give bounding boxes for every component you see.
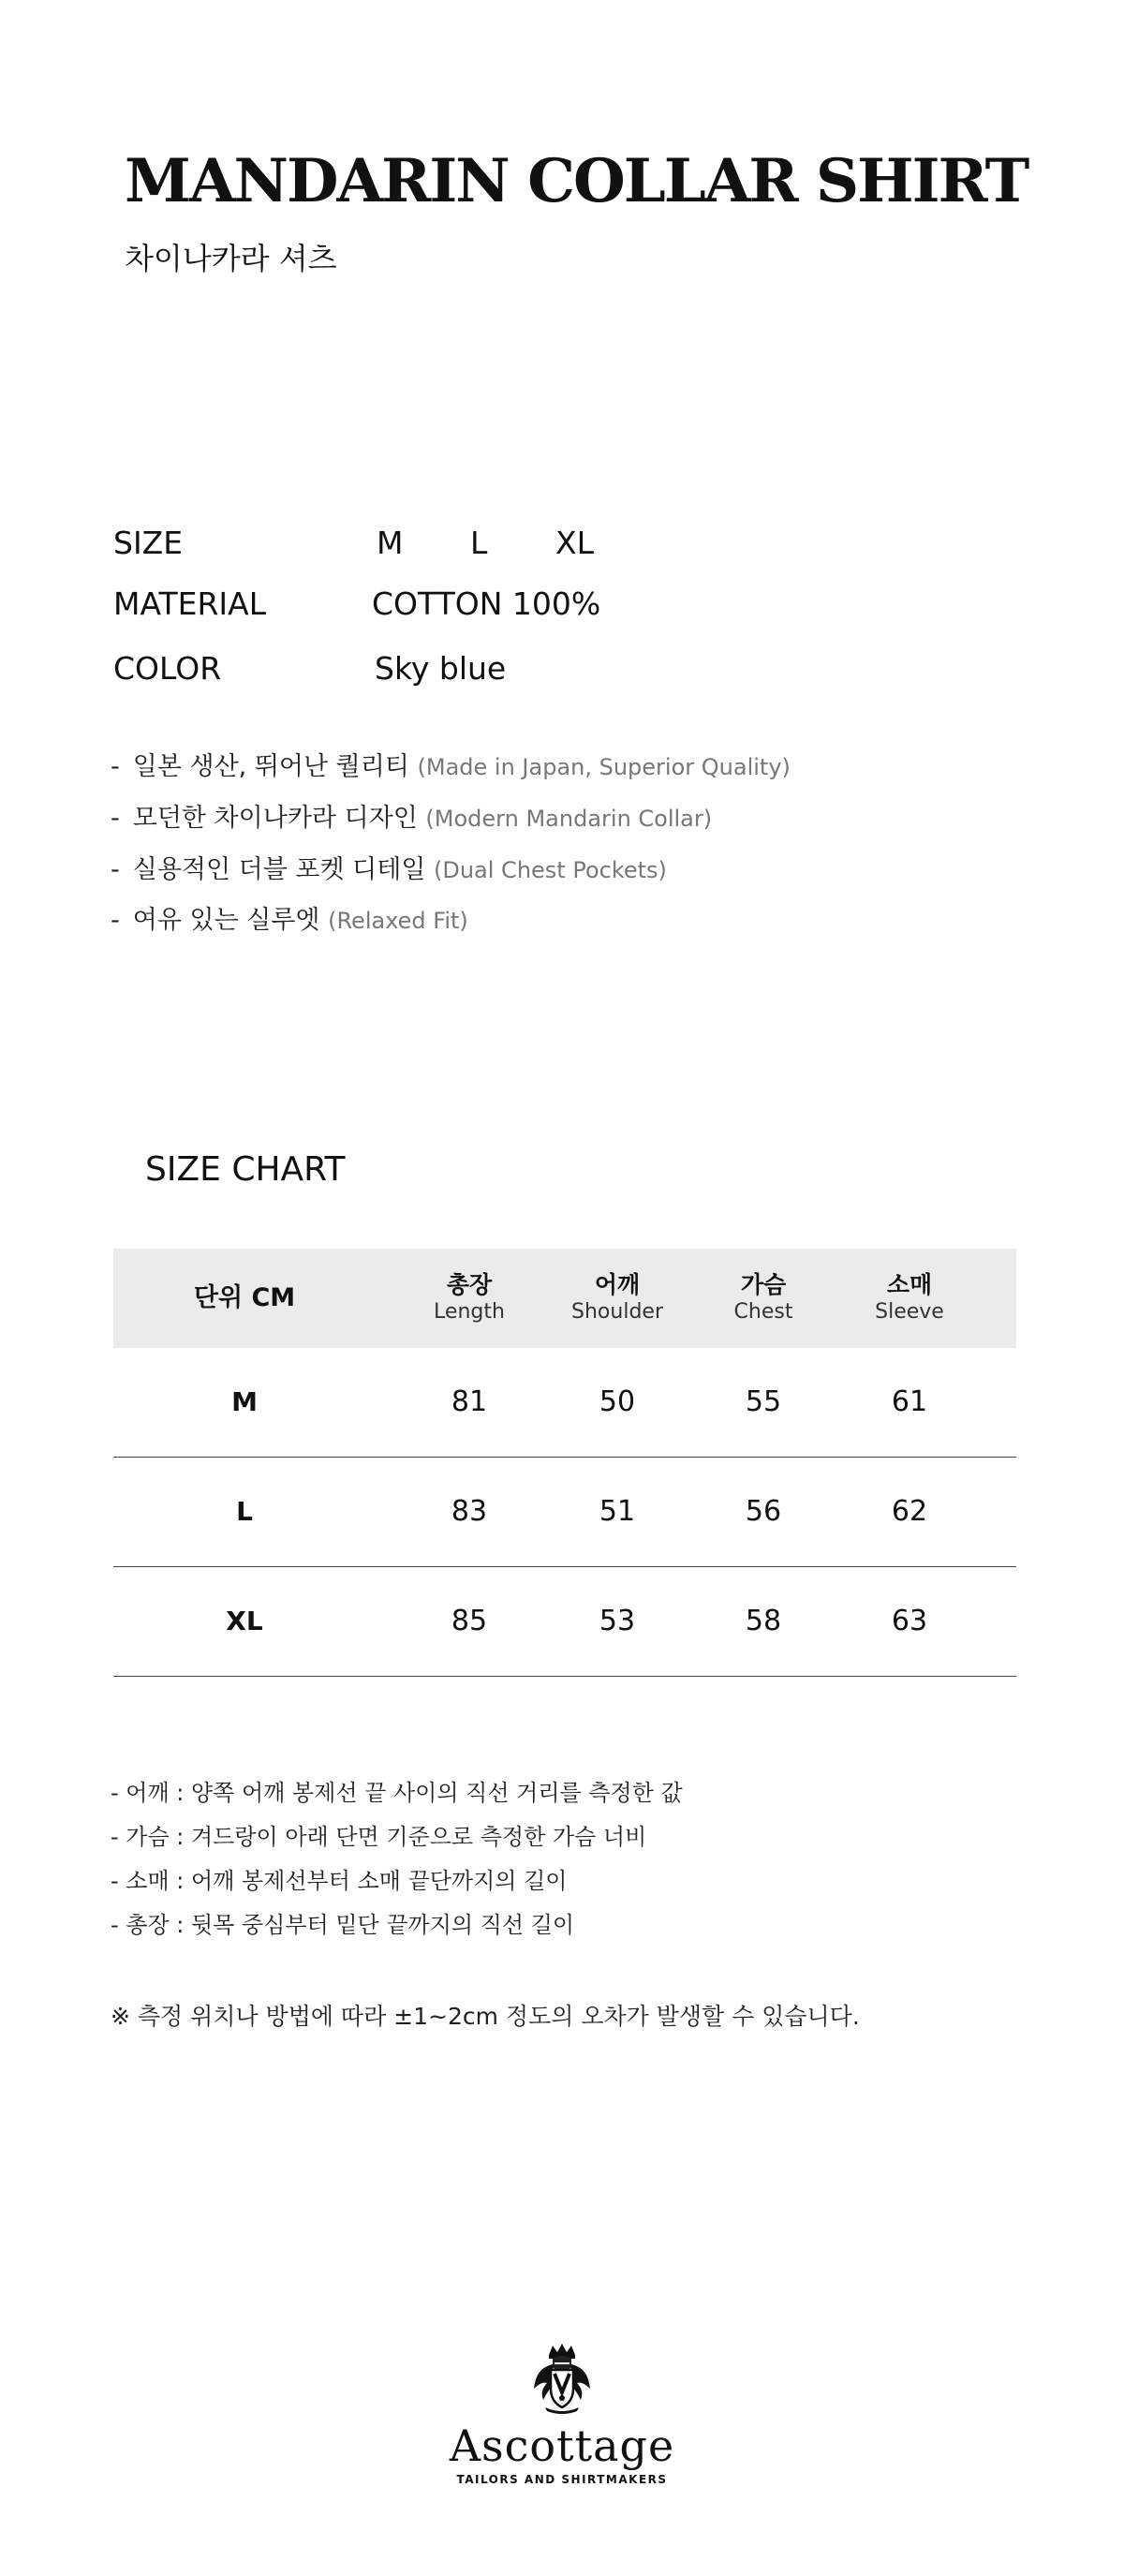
feature-ko: 실용적인 더블 포켓 디테일: [132, 855, 426, 884]
product-title: MANDARIN COLLAR SHIRT: [125, 146, 1028, 216]
row-sleeve: 61: [891, 1385, 928, 1418]
feature-ko: 여유 있는 실루엣: [132, 906, 320, 935]
table-row: [113, 1567, 1016, 1677]
measure-note: - 총장 : 뒷목 중심부터 밑단 끝까지의 직선 길이: [111, 1912, 575, 1938]
spec-size-xl: XL: [555, 525, 594, 561]
brand-tagline: TAILORS AND SHIRTMAKERS: [456, 2473, 668, 2486]
feature-en: (Dual Chest Pockets): [434, 857, 667, 883]
row-length: 85: [451, 1605, 488, 1637]
measure-note: - 어깨 : 양쪽 어깨 봉제선 끝 사이의 직선 거리를 측정한 값: [111, 1780, 683, 1806]
table-row: [113, 1458, 1016, 1567]
product-subtitle: 차이나카라 셔츠: [125, 241, 337, 276]
spec-color-label: COLOR: [113, 650, 222, 687]
measure-note: - 소매 : 어깨 봉제선부터 소매 끝단까지의 길이: [111, 1868, 568, 1894]
measurement-warning: ※ 측정 위치나 방법에 따라 ±1~2cm 정도의 오차가 발생할 수 있습니다.: [111, 2003, 860, 2030]
row-shoulder: 50: [599, 1385, 636, 1418]
brand-logo: [412, 2342, 712, 2488]
feature-en: (Made in Japan, Superior Quality): [417, 754, 791, 780]
spec-size-m: M: [377, 525, 404, 561]
row-chest: 56: [745, 1495, 782, 1528]
row-shoulder: 53: [599, 1605, 636, 1637]
header-length: 총장 Length: [434, 1271, 505, 1324]
feature-item: - 모던한 차이나카라 디자인 (Modern Mandarin Collar): [111, 804, 713, 833]
row-length: 81: [451, 1385, 488, 1418]
size-chart-header: [113, 1249, 1016, 1348]
header-unit: 단위 CM: [193, 1283, 296, 1312]
feature-ko: 일본 생산, 뛰어난 퀄리티: [132, 752, 409, 781]
spec-size-label: SIZE: [113, 525, 184, 561]
row-size: XL: [226, 1606, 263, 1636]
row-sleeve: 63: [891, 1605, 928, 1637]
size-chart-title: SIZE CHART: [145, 1150, 346, 1189]
brand-name: Ascottage: [449, 2421, 675, 2471]
feature-item: - 실용적인 더블 포켓 디테일 (Dual Chest Pockets): [111, 855, 667, 884]
header-chest: 가슴 Chest: [733, 1271, 793, 1324]
spec-size-l: L: [470, 525, 488, 561]
crest-icon: [525, 2342, 599, 2417]
size-chart-table: [113, 1249, 1016, 1677]
spec-material-label: MATERIAL: [113, 585, 267, 622]
header-sleeve: 소매 Sleeve: [875, 1271, 944, 1324]
spec-material-value: COTTON 100%: [372, 585, 601, 622]
measure-note: - 가슴 : 겨드랑이 아래 단면 기준으로 측정한 가슴 너비: [111, 1824, 647, 1850]
row-length: 83: [451, 1495, 488, 1528]
spec-color-value: Sky blue: [375, 650, 507, 687]
row-size: M: [231, 1386, 258, 1417]
feature-ko: 모던한 차이나카라 디자인: [132, 804, 418, 833]
header-shoulder: 어깨 Shoulder: [571, 1271, 663, 1324]
row-size: L: [236, 1496, 253, 1527]
row-chest: 55: [745, 1385, 782, 1418]
row-sleeve: 62: [891, 1495, 928, 1528]
row-chest: 58: [745, 1605, 782, 1637]
feature-en: (Modern Mandarin Collar): [425, 806, 713, 832]
feature-en: (Relaxed Fit): [328, 908, 468, 934]
table-row: [113, 1348, 1016, 1458]
feature-item: - 일본 생산, 뛰어난 퀄리티 (Made in Japan, Superior Quality): [111, 752, 791, 781]
feature-item: - 여유 있는 실루엣 (Relaxed Fit): [111, 906, 468, 935]
row-shoulder: 51: [599, 1495, 636, 1528]
